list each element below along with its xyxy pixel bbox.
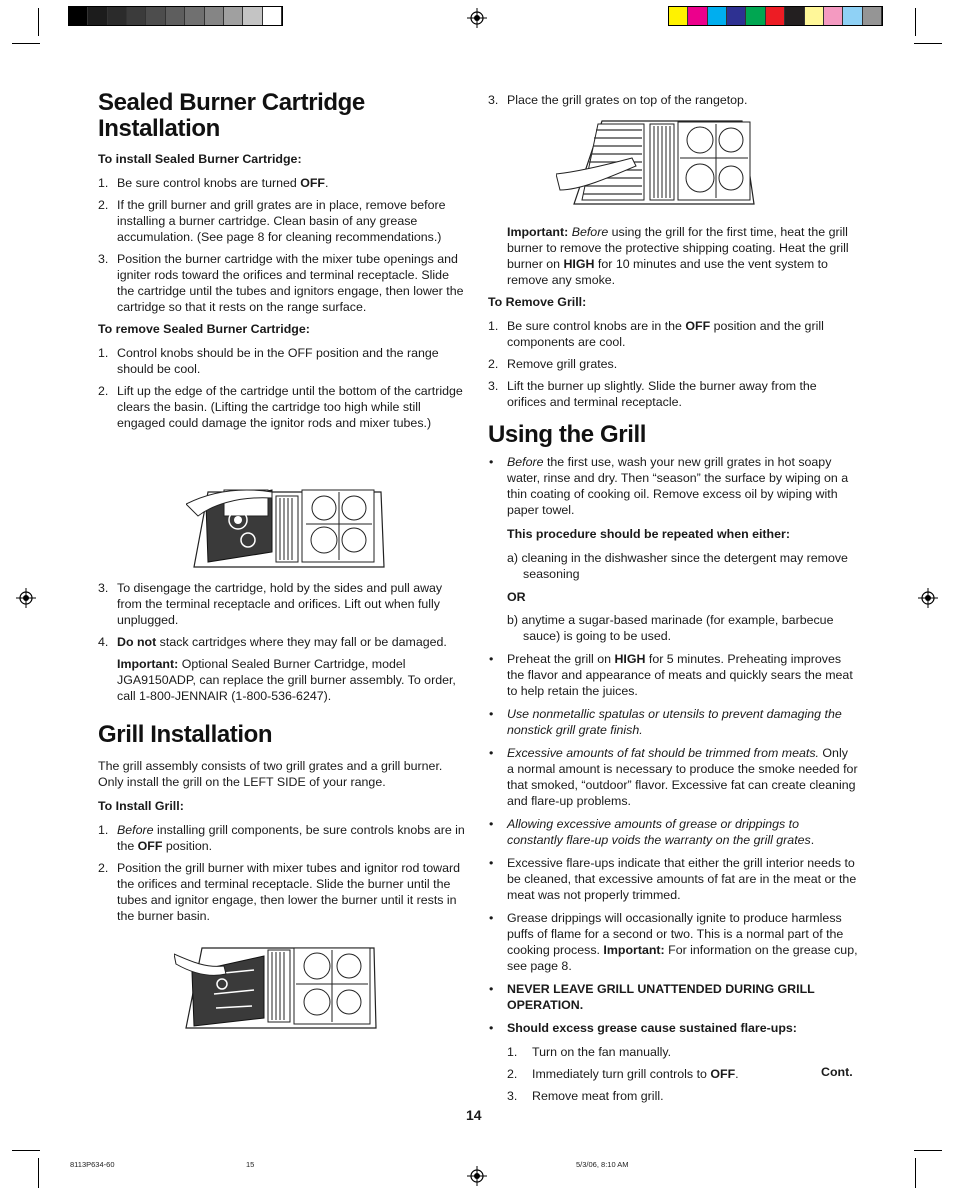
calibration-swatch bbox=[766, 7, 785, 25]
calibration-swatch bbox=[69, 7, 88, 25]
footer-page: 15 bbox=[246, 1160, 255, 1169]
list-item: 3. Remove meat from grill. bbox=[507, 1089, 664, 1103]
important-note: Important: Optional Sealed Burner Cartridge, model JGA9150ADP, can replace the grill burner assembly. To order, call 1-800-JENNAIR (1-800-536-6247). bbox=[117, 657, 456, 703]
list-item: 2. Remove grill grates. bbox=[488, 357, 618, 371]
calibration-swatch bbox=[243, 7, 262, 25]
crop-mark bbox=[38, 1158, 39, 1188]
grayscale-calibration-bar bbox=[68, 6, 283, 26]
crop-mark bbox=[12, 1150, 40, 1151]
calibration-swatch bbox=[863, 7, 882, 25]
calibration-swatch bbox=[205, 7, 224, 25]
list-item: 2. Immediately turn grill controls to OFF. bbox=[507, 1067, 739, 1081]
important-note: Important: Before using the grill for the first time, heat the grill burner to remove the protective shipping coating. Heat the grill burner on HIGH for 10 minutes and use the vent system to remove any smoke. bbox=[507, 225, 849, 287]
list-item: • Excessive amounts of fat should be trimmed from meats. Only a normal amount is necessary to produce the smoke needed for that smoked, “outdoor” flavor. Excessive fat can create cleaning and flare-up problems. bbox=[489, 746, 858, 808]
list-item: 1. Be sure control knobs are in the OFF position and the grill components are cool. bbox=[488, 319, 824, 349]
install-cartridge-steps bbox=[98, 175, 466, 315]
crop-mark bbox=[914, 43, 942, 44]
title-line: Installation bbox=[98, 115, 220, 142]
install-grill-step3 bbox=[488, 92, 858, 108]
subheading: This procedure should be repeated when either: bbox=[507, 527, 790, 541]
crop-mark bbox=[915, 1158, 916, 1188]
list-item: • Grease drippings will occasionally ignite to produce harmless puffs of flame for a second or two. This is a normal part of the cooking process. Important: For information on the grease cup, see page 8. bbox=[489, 911, 858, 973]
list-item: 2. If the grill burner and grill grates are in place, remove before installing a burner cartridge. Clean basin of any grease accumulation. (See page 8 for cleaning recommendations.) bbox=[98, 198, 446, 244]
subheading: To remove Sealed Burner Cartridge: bbox=[98, 322, 310, 336]
option-a: a) cleaning in the dishwasher since the detergent may remove seasoning bbox=[507, 551, 848, 581]
calibration-swatch bbox=[688, 7, 707, 25]
page-number: 14 bbox=[466, 1107, 482, 1123]
registration-mark-icon bbox=[467, 8, 487, 28]
left-column-continued bbox=[98, 580, 466, 930]
list-item: • Excessive flare-ups indicate that either the grill interior needs to be cleaned, that excessive amounts of fat are in the meat or the meat was not properly trimmed. bbox=[489, 856, 857, 902]
subheading: To Install Grill: bbox=[98, 799, 184, 813]
registration-mark-icon bbox=[467, 1166, 487, 1186]
registration-mark-icon bbox=[16, 588, 36, 608]
list-item: 3. Lift the burner up slightly. Slide the burner away from the orifices and terminal receptacle. bbox=[488, 379, 817, 409]
calibration-swatch bbox=[185, 7, 204, 25]
calibration-swatch bbox=[805, 7, 824, 25]
list-item: 3. Place the grill grates on top of the rangetop. bbox=[488, 93, 748, 107]
using-grill-bullets bbox=[488, 454, 858, 1104]
list-item: • NEVER LEAVE GRILL UNATTENDED DURING GRILL OPERATION. bbox=[489, 982, 815, 1012]
footer-timestamp: 5/3/06, 8:10 AM bbox=[576, 1160, 629, 1169]
section-title-sealed-burner bbox=[98, 90, 466, 142]
calibration-swatch bbox=[263, 7, 282, 25]
list-item: 1. Before installing grill components, be sure controls knobs are in the OFF position. bbox=[98, 823, 465, 853]
section-title-using-grill: Using the Grill bbox=[488, 421, 647, 448]
remove-cartridge-steps bbox=[98, 345, 466, 431]
calibration-swatch bbox=[88, 7, 107, 25]
list-item: 4. Do not stack cartridges where they may fall or be damaged. bbox=[98, 635, 447, 649]
calibration-swatch bbox=[108, 7, 127, 25]
grill-grates-illustration bbox=[556, 118, 758, 212]
calibration-swatch bbox=[224, 7, 243, 25]
grill-intro-paragraph: The grill assembly consists of two grill grates and a grill burner. Only install the grill on the LEFT SIDE of your range. bbox=[98, 759, 443, 789]
list-item: 1. Be sure control knobs are turned OFF. bbox=[98, 176, 329, 190]
subheading: To Remove Grill: bbox=[488, 295, 587, 309]
crop-mark bbox=[38, 8, 39, 36]
list-item: 2. Position the grill burner with mixer tubes and ignitor rod toward the orifices and terminal receptacle. Slide the burner until the tubes and ignitor engage, then lower the burner until it rests in the burner basin. bbox=[98, 861, 460, 923]
color-calibration-bar bbox=[668, 6, 883, 26]
install-grill-steps bbox=[98, 822, 466, 924]
list-item: 1. Control knobs should be in the OFF position and the range should be cool. bbox=[98, 346, 439, 376]
crop-mark bbox=[915, 8, 916, 36]
calibration-swatch bbox=[746, 7, 765, 25]
calibration-swatch bbox=[146, 7, 165, 25]
calibration-swatch bbox=[727, 7, 746, 25]
right-column-top bbox=[488, 92, 858, 114]
list-item: • Use nonmetallic spatulas or utensils to prevent damaging the nonstick grill grate finish. bbox=[489, 707, 842, 737]
title-line: Sealed Burner Cartridge bbox=[98, 89, 365, 116]
flare-up-steps bbox=[507, 1044, 858, 1104]
calibration-swatch bbox=[785, 7, 804, 25]
right-column bbox=[488, 224, 858, 1111]
calibration-swatch bbox=[708, 7, 727, 25]
crop-mark bbox=[914, 1150, 942, 1151]
cartridge-removal-illustration bbox=[186, 472, 386, 572]
grill-burner-illustration bbox=[174, 944, 380, 1032]
footer-file-id: 8113P634-60 bbox=[70, 1160, 115, 1169]
list-item: • Before the first use, wash your new grill grates in hot soapy water, rinse and dry. Then “season” the surface by wiping on a thin coating of cooking oil. Remove excess oil by wiping with paper towel. This procedure should be repeated when either: a) cleaning in the dishwasher since the detergent may remove seasoning OR b) anytime a sugar-based marinade (for example, barbecue sauce) is going to be used. bbox=[488, 454, 858, 644]
section-title-grill-installation: Grill Installation bbox=[98, 721, 273, 748]
subheading: To install Sealed Burner Cartridge: bbox=[98, 152, 302, 166]
list-item: • Should excess grease cause sustained flare-ups: 1. Turn on the fan manually. 2. Immediately turn grill controls to OFF. 3. Remove meat from grill. bbox=[488, 1020, 858, 1104]
option-b: b) anytime a sugar-based marinade (for example, barbecue sauce) is going to be used. bbox=[507, 613, 834, 643]
remove-grill-steps bbox=[488, 318, 858, 410]
list-item: 3. To disengage the cartridge, hold by the sides and pull away from the terminal receptacle and orifices. Lift out when fully unplugged. bbox=[98, 581, 443, 627]
list-item: 3. Position the burner cartridge with the mixer tube openings and igniter rods toward the orifices and terminal receptacle. Slide the cartridge until the tubes and ignitors engage, then lower the cartridge so that it rests on the range surface. bbox=[98, 252, 464, 314]
calibration-swatch bbox=[166, 7, 185, 25]
calibration-swatch bbox=[669, 7, 688, 25]
list-item: • Allowing excessive amounts of grease or drippings to constantly flare-up voids the warranty on the grill grates. bbox=[489, 817, 815, 847]
continued-label: Cont. bbox=[821, 1065, 853, 1079]
calibration-swatch bbox=[843, 7, 862, 25]
crop-mark bbox=[12, 43, 40, 44]
list-item: • Preheat the grill on HIGH for 5 minutes. Preheating improves the flavor and appearance of meats and quickly sears the meat to help retain the juices. bbox=[489, 652, 853, 698]
calibration-swatch bbox=[127, 7, 146, 25]
remove-cartridge-steps-continued bbox=[98, 580, 466, 650]
left-column bbox=[98, 90, 466, 437]
list-item: 1. Turn on the fan manually. bbox=[507, 1045, 672, 1059]
registration-mark-icon bbox=[918, 588, 938, 608]
list-item: 2. Lift up the edge of the cartridge until the bottom of the cartridge clears the basin. (Lifting the cartridge too high while still engaged could damage the ignitor rods and mixer tubes.) bbox=[98, 384, 463, 430]
calibration-swatch bbox=[824, 7, 843, 25]
or-label: OR bbox=[507, 590, 526, 604]
